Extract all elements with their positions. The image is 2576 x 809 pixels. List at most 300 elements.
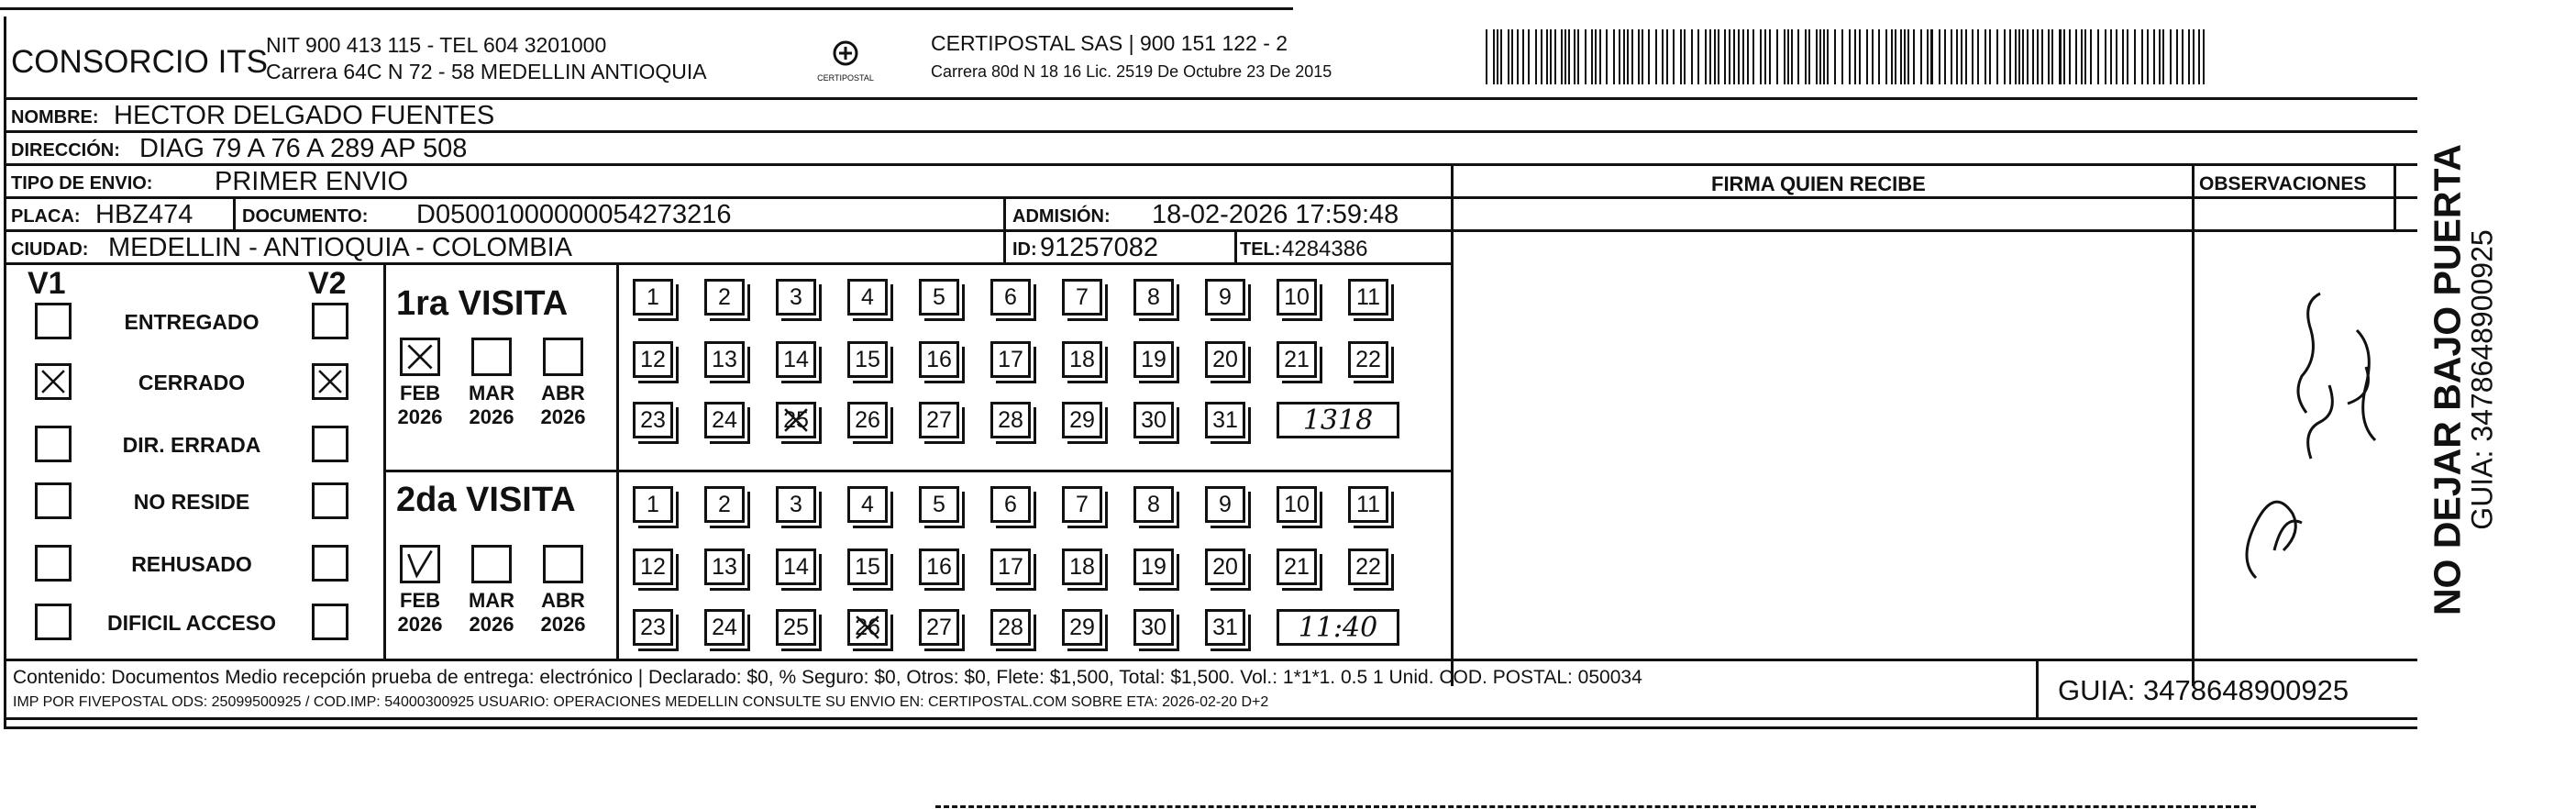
- day-box[interactable]: [1133, 279, 1174, 316]
- barcode-bar: [1561, 29, 1563, 84]
- v2-checkbox[interactable]: [312, 604, 348, 640]
- day-number: 30: [1141, 614, 1166, 640]
- barcode-bar: [1742, 29, 1744, 84]
- day-box[interactable]: [776, 609, 816, 646]
- barcode-bar: [1705, 29, 1707, 84]
- barcode-bar: [1631, 29, 1633, 84]
- barcode-bar: [1666, 29, 1668, 84]
- visit-divider: [383, 470, 1453, 472]
- barcode-bar: [2004, 29, 2006, 84]
- status-label: NO RESIDE: [133, 490, 250, 514]
- tel-label: TEL:: [1240, 239, 1281, 260]
- day-box[interactable]: [776, 402, 816, 438]
- barcode-bar: [1985, 29, 1986, 84]
- month-label: FEB: [400, 382, 440, 404]
- barcode-bar: [1546, 29, 1548, 84]
- day-number: 25: [783, 614, 809, 640]
- day-box[interactable]: [847, 549, 888, 585]
- barcode-bar: [2182, 29, 2184, 84]
- barcode-bar: [1939, 29, 1940, 84]
- month-checkbox[interactable]: [400, 338, 440, 376]
- day-number: 11: [1356, 491, 1380, 517]
- barcode-bar: [2027, 29, 2029, 84]
- placa-value: HBZ474: [95, 200, 193, 229]
- day-box[interactable]: [847, 486, 888, 523]
- tel-value: 4284386: [1282, 237, 1368, 261]
- barcode-bar: [1752, 29, 1754, 84]
- row-line-1: [4, 130, 2417, 133]
- header: [0, 18, 2417, 99]
- day-number: 16: [926, 346, 952, 372]
- signature-handwriting-graphic: [2219, 275, 2403, 605]
- barcode-bar: [2203, 29, 2205, 84]
- day-number: 8: [1147, 283, 1160, 310]
- v2-checkbox[interactable]: [312, 482, 348, 519]
- barcode-bar: [1823, 29, 1825, 84]
- certipostal-logo: [809, 33, 882, 90]
- side-text: [2417, 114, 2509, 646]
- barcode-bar: [1541, 29, 1542, 84]
- barcode-bar: [1827, 29, 1829, 84]
- barcode-bar: [2009, 29, 2011, 84]
- day-number: 21: [1284, 553, 1310, 580]
- day-box[interactable]: [1277, 486, 1317, 523]
- day-box[interactable]: [919, 279, 959, 316]
- barcode-bar: [1691, 29, 1693, 84]
- day-box[interactable]: [919, 486, 959, 523]
- barcode-bar: [2041, 29, 2043, 84]
- day-box[interactable]: [1348, 486, 1388, 523]
- day-box[interactable]: [1205, 341, 1245, 378]
- day-number: 10: [1284, 491, 1310, 517]
- barcode-bar: [1508, 29, 1509, 84]
- barcode-bar: [1522, 29, 1524, 84]
- day-number: 1: [647, 491, 659, 517]
- company-line2: Carrera 64C N 72 - 58 MEDELLIN ANTIOQUIA: [266, 60, 707, 83]
- day-box[interactable]: [633, 402, 673, 438]
- day-number: 15: [855, 346, 880, 372]
- month-year: 2026: [540, 613, 586, 636]
- month-year: 2026: [540, 405, 586, 428]
- day-number: 26: [855, 614, 880, 640]
- barcode-bar: [1627, 29, 1629, 84]
- day-box[interactable]: [1205, 549, 1245, 585]
- barcode-bar: [1500, 29, 1502, 84]
- day-box[interactable]: [704, 549, 745, 585]
- day-box[interactable]: [990, 609, 1031, 646]
- day-number: 18: [1069, 346, 1095, 372]
- barcode-bar: [2081, 29, 2083, 84]
- barcode-bar: [1849, 29, 1851, 84]
- documento-value: D05001000000054273216: [416, 200, 732, 229]
- barcode-bar: [1550, 29, 1552, 84]
- obs-right-divider: [2394, 163, 2396, 229]
- day-box[interactable]: [847, 609, 888, 646]
- day-box[interactable]: [1277, 549, 1317, 585]
- barcode-bar: [2110, 29, 2112, 84]
- day-box[interactable]: [1062, 341, 1102, 378]
- day-box[interactable]: [1277, 279, 1317, 316]
- barcode-bar: [1961, 29, 1962, 84]
- day-box[interactable]: [1133, 402, 1174, 438]
- day-box[interactable]: [704, 486, 745, 523]
- month-checkbox[interactable]: [543, 545, 583, 583]
- barcode-bar: [2141, 29, 2143, 84]
- day-box[interactable]: [1133, 549, 1174, 585]
- header-divider: [4, 97, 2417, 100]
- month-label: MAR: [468, 382, 515, 404]
- placa-label: PLACA:: [11, 206, 81, 227]
- month-year: 2026: [469, 613, 514, 636]
- day-box[interactable]: [1062, 486, 1102, 523]
- day-box[interactable]: [704, 402, 745, 438]
- month-label: ABR: [541, 382, 585, 404]
- day-number: 31: [1212, 406, 1238, 433]
- barcode-bar: [1684, 29, 1686, 84]
- firma-label: FIRMA QUIEN RECIBE: [1711, 172, 1926, 195]
- barcode-bar: [1866, 29, 1868, 84]
- day-number: 23: [640, 614, 666, 640]
- day-number: 22: [1355, 346, 1381, 372]
- barcode-bar: [1554, 29, 1556, 84]
- barcode-bar: [1568, 29, 1570, 84]
- barcode-bar: [1574, 29, 1575, 84]
- day-box[interactable]: [704, 279, 745, 316]
- day-number: 6: [1004, 283, 1017, 310]
- placa-divider: [233, 198, 236, 229]
- observaciones-label: OBSERVACIONES: [2199, 173, 2367, 194]
- top-edge-line: [0, 7, 1293, 10]
- month-checkbox[interactable]: [471, 545, 512, 583]
- day-number: 24: [712, 406, 737, 433]
- day-box[interactable]: [633, 486, 673, 523]
- day-box[interactable]: [1062, 549, 1102, 585]
- day-number: 3: [790, 491, 802, 517]
- barcode-bar: [1819, 29, 1821, 84]
- barcode-bar: [2032, 29, 2034, 84]
- day-number: 10: [1284, 283, 1310, 310]
- nombre-value: HECTOR DELGADO FUENTES: [114, 101, 495, 130]
- barcode-bar: [2159, 29, 2161, 84]
- day-box[interactable]: [1205, 486, 1245, 523]
- observation-handwriting: [2219, 275, 2403, 605]
- barcode-bar: [1891, 29, 1893, 84]
- time-box[interactable]: 1318: [1277, 402, 1399, 438]
- barcode-bar: [1606, 29, 1608, 84]
- day-number: 31: [1212, 614, 1238, 640]
- day-box[interactable]: [704, 609, 745, 646]
- status-label: ENTREGADO: [124, 310, 260, 334]
- barcode-bar: [1497, 29, 1498, 84]
- v2-checkbox[interactable]: [312, 426, 348, 462]
- day-box[interactable]: [633, 609, 673, 646]
- day-box[interactable]: [1205, 609, 1245, 646]
- x-mark-icon: [315, 366, 346, 397]
- barcode-bar: [1816, 29, 1818, 84]
- day-box[interactable]: [919, 549, 959, 585]
- barcode-bar: [1517, 29, 1519, 84]
- barcode-bar: [1718, 29, 1719, 84]
- day-box[interactable]: [776, 279, 816, 316]
- barcode-bar: [1872, 29, 1874, 84]
- day-box[interactable]: [847, 341, 888, 378]
- barcode-bar: [2059, 29, 2062, 84]
- day-number: 16: [926, 553, 952, 580]
- day-number: 28: [998, 406, 1023, 433]
- barcode-bar: [1585, 29, 1587, 84]
- barcode-bar: [1493, 29, 1495, 84]
- barcode-bar: [2122, 29, 2124, 84]
- barcode-bar: [2147, 29, 2149, 84]
- day-box[interactable]: [1062, 609, 1102, 646]
- day-number: 9: [1219, 283, 1232, 310]
- day-number: 26: [855, 406, 880, 433]
- day-number: 13: [712, 346, 737, 372]
- barcode-bar: [1528, 29, 1530, 84]
- barcode-bar: [2063, 29, 2065, 84]
- month-checkbox[interactable]: [400, 545, 440, 583]
- day-box[interactable]: [1062, 402, 1102, 438]
- v2-checkbox[interactable]: [312, 363, 348, 400]
- day-box[interactable]: [633, 341, 673, 378]
- day-number: 29: [1069, 406, 1095, 433]
- day-box[interactable]: [990, 549, 1031, 585]
- tel-divider: [1234, 229, 1237, 262]
- barcode-bar: [1729, 29, 1730, 84]
- barcode-bar: [1733, 29, 1735, 84]
- status-right-divider: [383, 262, 386, 659]
- status-label: DIFICIL ACCESO: [106, 611, 276, 635]
- day-number: 28: [998, 614, 1023, 640]
- barcode-bar: [1595, 29, 1597, 84]
- day-number: 20: [1212, 346, 1238, 372]
- barcode-bar: [1904, 29, 1906, 84]
- barcode-bar: [2069, 29, 2071, 84]
- day-number: 7: [1076, 283, 1089, 310]
- day-number: 3: [790, 283, 802, 310]
- day-box[interactable]: [1348, 549, 1388, 585]
- day-number: 14: [783, 346, 809, 372]
- certipostal-line1: CERTIPOSTAL SAS | 900 151 122 - 2: [931, 31, 1288, 55]
- month-label: ABR: [541, 589, 585, 612]
- barcode-bar: [1854, 29, 1856, 84]
- barcode-bar: [1776, 29, 1778, 84]
- day-box[interactable]: [776, 341, 816, 378]
- barcode-bar: [1920, 29, 1922, 84]
- barcode-bar: [2037, 29, 2039, 84]
- month-year: 2026: [469, 405, 514, 428]
- day-box[interactable]: [1205, 402, 1245, 438]
- day-number: 12: [640, 553, 666, 580]
- firma-left-divider: [1451, 163, 1454, 686]
- day-number: 24: [712, 614, 737, 640]
- barcode-bar: [2176, 29, 2178, 84]
- day-number: 17: [998, 553, 1023, 580]
- barcode-bar: [1511, 29, 1513, 84]
- barcode-bar: [1895, 29, 1896, 84]
- v2-checkbox[interactable]: [312, 545, 348, 582]
- admision-value: 18-02-2026 17:59:48: [1152, 200, 1399, 229]
- barcode-bar: [1996, 29, 1998, 84]
- direccion-label: DIRECCIÓN:: [11, 140, 120, 161]
- barcode-bar: [1747, 29, 1749, 84]
- barcode-bar: [1900, 29, 1902, 84]
- day-box[interactable]: [704, 341, 745, 378]
- day-number: 21: [1284, 346, 1310, 372]
- barcode-bar: [1648, 29, 1650, 84]
- barcode-bar: [1808, 29, 1810, 84]
- visit1-title: 1ra VISITA: [396, 284, 569, 323]
- barcode-bar: [1913, 29, 1915, 84]
- barcode-bar: [1724, 29, 1726, 84]
- day-box[interactable]: [633, 549, 673, 585]
- barcode-bar: [1965, 29, 1967, 84]
- day-box[interactable]: [1133, 341, 1174, 378]
- day-box[interactable]: [1133, 609, 1174, 646]
- direccion-value: DIAG 79 A 76 A 289 AP 508: [139, 134, 468, 163]
- footer-guia-divider: [2036, 659, 2039, 717]
- barcode-bar: [1486, 29, 1487, 84]
- day-box[interactable]: [776, 549, 816, 585]
- day-number: 9: [1219, 491, 1232, 517]
- logo-text: CERTIPOSTAL: [817, 73, 874, 83]
- barcode-bar: [1738, 29, 1740, 84]
- v2-label: V2: [308, 266, 347, 301]
- barcode-bar: [1599, 29, 1601, 84]
- day-number: 19: [1141, 553, 1166, 580]
- day-number: 20: [1212, 553, 1238, 580]
- v1-label: V1: [28, 266, 66, 301]
- barcode-bar: [1764, 29, 1766, 84]
- barcode-bar: [1972, 29, 1973, 84]
- footer-line2: IMP POR FIVEPOSTAL ODS: 25099500925 / COD.IMP: 54000300925 USUARIO: OPERACIONES MEDELLIN CONSULTE SU ENVIO EN: CERTIPOSTAL.COM SOBRE ETA: 2026-02-20 D+2: [13, 694, 1269, 710]
- barcode-bar: [2170, 29, 2172, 84]
- day-box[interactable]: [990, 486, 1031, 523]
- barcode-bar: [1841, 29, 1843, 84]
- nombre-label: NOMBRE:: [11, 107, 99, 127]
- barcode-bar: [1760, 29, 1762, 84]
- v2-checkbox[interactable]: [312, 303, 348, 339]
- tipo-envio-label: TIPO DE ENVIO:: [11, 173, 153, 194]
- barcode-bar: [1709, 29, 1711, 84]
- day-number: 29: [1069, 614, 1095, 640]
- barcode-bar: [1956, 29, 1958, 84]
- day-box[interactable]: [633, 279, 673, 316]
- barcode-bar: [1834, 29, 1836, 84]
- day-number: 30: [1141, 406, 1166, 433]
- day-number: 19: [1141, 346, 1166, 372]
- day-number: 1: [647, 283, 659, 310]
- barcode-bar: [1944, 29, 1946, 84]
- barcode-bar: [2084, 29, 2086, 84]
- x-mark-icon: [779, 404, 813, 436]
- row-line-5: [4, 262, 1453, 265]
- day-box[interactable]: [1133, 486, 1174, 523]
- day-box[interactable]: [776, 486, 816, 523]
- x-mark-icon: [403, 340, 437, 373]
- day-box[interactable]: [1348, 341, 1388, 378]
- status-label: CERRADO: [138, 371, 246, 394]
- barcode-bar: [1655, 29, 1657, 84]
- day-number: 27: [926, 614, 952, 640]
- day-number: 6: [1004, 491, 1017, 517]
- barcode-bar: [1613, 29, 1615, 84]
- day-number: 13: [712, 553, 737, 580]
- barcode-bar: [1885, 29, 1887, 84]
- barcode-bar: [2153, 29, 2155, 84]
- barcode-bar: [1769, 29, 1771, 84]
- day-box[interactable]: [1062, 279, 1102, 316]
- barcode-bar: [1638, 29, 1640, 84]
- logo-icon: [809, 33, 882, 90]
- day-number: 22: [1355, 553, 1381, 580]
- barcode-bar: [2162, 29, 2164, 84]
- barcode-bar: [2090, 29, 2092, 84]
- barcode-bar: [1662, 29, 1664, 84]
- day-box[interactable]: [1205, 279, 1245, 316]
- barcode-bar: [1805, 29, 1807, 84]
- barcode-bar: [1673, 29, 1675, 84]
- month-label: FEB: [400, 589, 440, 612]
- company-name: CONSORCIO ITS: [11, 44, 269, 80]
- firma-area[interactable]: [1454, 198, 2190, 684]
- day-number: 2: [718, 491, 731, 517]
- time-box[interactable]: 11:40: [1277, 609, 1399, 646]
- day-box[interactable]: [919, 341, 959, 378]
- day-box[interactable]: [990, 402, 1031, 438]
- barcode-bar: [1714, 29, 1716, 84]
- barcode-bar: [1977, 29, 1979, 84]
- tipo-envio-value: PRIMER ENVIO: [215, 167, 409, 196]
- certipostal-line2: Carrera 80d N 18 16 Lic. 2519 De Octubre 23 De 2015: [931, 62, 1332, 81]
- day-number: 5: [933, 491, 945, 517]
- day-box[interactable]: [919, 402, 959, 438]
- month-checkbox[interactable]: [543, 338, 583, 376]
- barcode-bar: [1787, 29, 1789, 84]
- side-guia: GUIA: 3478648900925: [2465, 229, 2499, 530]
- barcode-bar: [1989, 29, 1991, 84]
- day-box[interactable]: [919, 609, 959, 646]
- day-number: 5: [933, 283, 945, 310]
- day-number: 27: [926, 406, 952, 433]
- day-box[interactable]: [1277, 341, 1317, 378]
- check-mark-icon: [403, 548, 437, 581]
- day-box[interactable]: [990, 279, 1031, 316]
- company-line1: NIT 900 413 115 - TEL 604 3201000: [266, 33, 607, 57]
- barcode-bar: [2116, 29, 2117, 84]
- admision-divider: [1003, 198, 1006, 262]
- barcode-bar: [1930, 29, 1933, 84]
- day-box[interactable]: [847, 402, 888, 438]
- day-box[interactable]: [847, 279, 888, 316]
- day-number: 17: [998, 346, 1023, 372]
- ciudad-value: MEDELLIN - ANTIOQUIA - COLOMBIA: [108, 233, 572, 262]
- day-box[interactable]: [1348, 279, 1388, 316]
- month-checkbox[interactable]: [471, 338, 512, 376]
- barcode-bar: [1791, 29, 1793, 84]
- footer-top-line: [4, 659, 2417, 661]
- documento-label: DOCUMENTO:: [242, 206, 369, 227]
- day-box[interactable]: [990, 341, 1031, 378]
- barcode-bar: [2015, 29, 2017, 84]
- barcode-bar: [1907, 29, 1909, 84]
- x-mark-icon: [850, 612, 885, 643]
- obs-left-divider: [2192, 163, 2195, 686]
- barcode-bar: [1784, 29, 1786, 84]
- month-year: 2026: [397, 613, 443, 636]
- admision-label: ADMISIÓN:: [1012, 206, 1111, 227]
- day-number: 4: [861, 491, 874, 517]
